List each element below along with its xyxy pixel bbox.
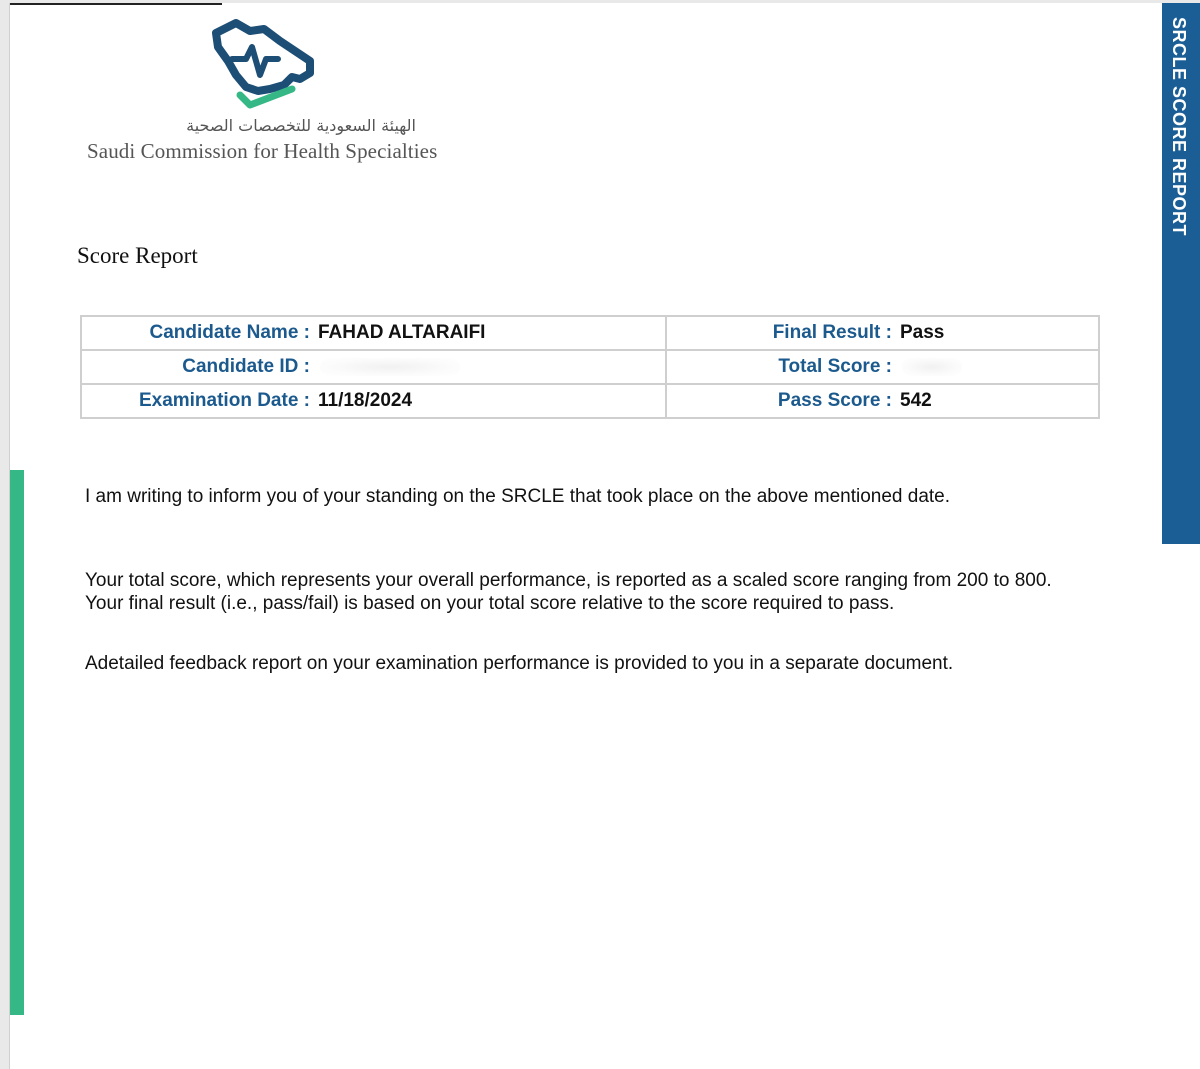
scfhs-logo-icon <box>206 17 322 113</box>
total-score-cell <box>666 350 1099 384</box>
side-banner-label: SRCLE SCORE REPORT <box>1169 17 1189 237</box>
table-row <box>81 384 1099 418</box>
final-result-cell <box>666 316 1099 350</box>
org-name-arabic: الهيئة السعودية للتخصصات الصحية <box>186 116 416 135</box>
page-title: Score Report <box>77 243 198 268</box>
pass-score-cell <box>666 384 1099 418</box>
candidate-id-cell <box>81 350 666 384</box>
final-result-value: Pass <box>900 322 945 343</box>
candidate-id-redacted <box>320 358 460 376</box>
table-row <box>81 350 1099 384</box>
total-score-redacted <box>902 358 962 376</box>
final-result-label: Final Result : <box>772 322 892 343</box>
examination-date-cell <box>81 384 666 418</box>
total-score-label: Total Score : <box>778 356 892 377</box>
pass-score-value: 542 <box>900 390 932 411</box>
org-name-english: Saudi Commission for Health Specialties <box>87 139 438 163</box>
pass-score-label: Pass Score : <box>777 390 892 411</box>
accent-bar <box>10 470 24 1015</box>
candidate-info-table <box>80 315 1100 419</box>
side-banner <box>1162 3 1200 544</box>
score-explanation-paragraph: Your total score, which represents your overall performance, is reported as a scaled score ranging from 200 to 800. Your final result (i.e., pass/fail) is based on your total score relative to the score required to pass. <box>85 570 1052 614</box>
table-row <box>81 316 1099 350</box>
examination-date-value: 11/18/2024 <box>318 390 413 411</box>
candidate-name-value: FAHAD ALTARAIFI <box>318 322 486 343</box>
candidate-name-label: Candidate Name : <box>149 322 310 343</box>
score-report-page <box>9 3 1200 1069</box>
candidate-id-label: Candidate ID : <box>182 356 310 377</box>
feedback-paragraph: Adetailed feedback report on your examination performance is provided to you in a separate document. <box>85 653 954 674</box>
candidate-name-cell <box>81 316 666 350</box>
top-rule <box>10 3 222 5</box>
intro-paragraph: I am writing to inform you of your standing on the SRCLE that took place on the above mentioned date. <box>85 486 951 507</box>
examination-date-label: Examination Date : <box>138 390 310 411</box>
